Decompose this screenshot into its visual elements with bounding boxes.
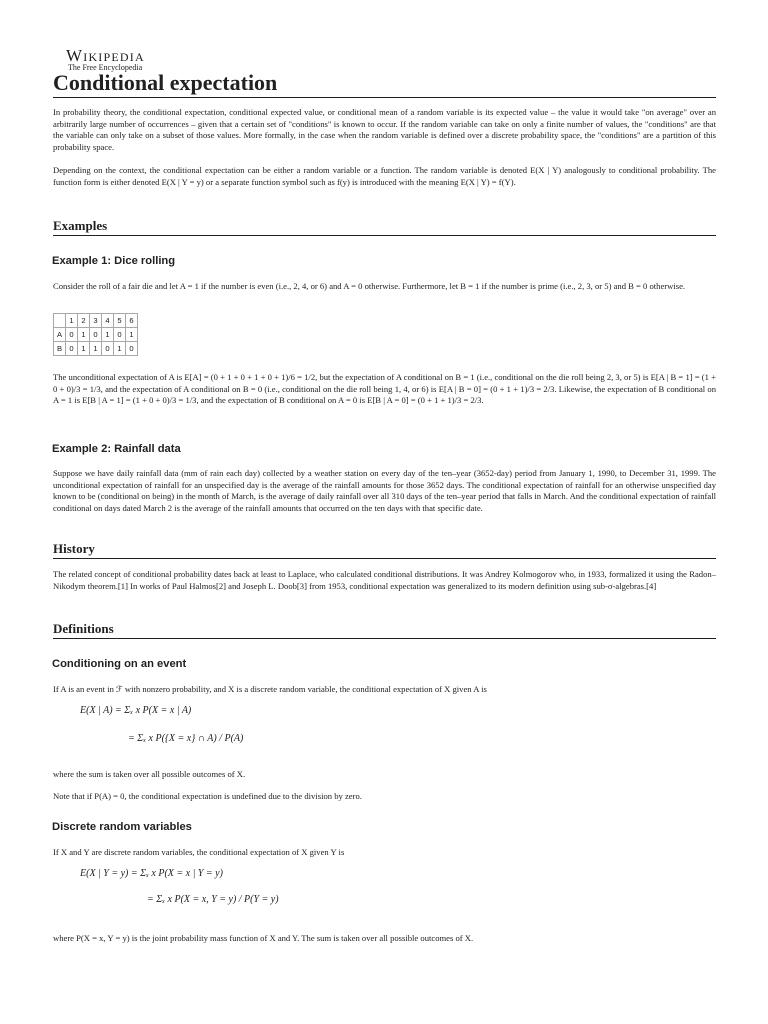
discrete-where-text: where P(X = x, Y = y) is the joint probability mass function of X and Y. The sum is taken over all possible outcomes of X.	[53, 933, 474, 943]
example-1-text-1: Consider the roll of a fair die and let A = 1 if the number is even (i.e., 2, 4, or 6) and A = 0 otherwise. Furthermore, let B = 1 if the number is prime (i.e., 2, 3, or 5) and B = 0 otherwise.	[53, 281, 686, 291]
intro-text-1: In probability theory, the conditional expectation, conditional expected value, or conditional mean of a random variable is its expected value – the value it would take "on average" over an arbitrarily large number of occurrences – given that a certain set of "conditions" is known to occur. If the random variable can take on only a finite number of values, the "conditions" are that the variable can only take on a subset of those values. More formally, in the case when the random variable is defined over a discrete probability space, the "conditions" are a partition of this probability space.	[53, 107, 716, 152]
dice-table-header-row	[54, 314, 138, 328]
example-2-text: Suppose we have daily rainfall data (mm of rain each day) collected by a weather station on every day of the ten–year (3652-day) period from January 1, 1990, to December 31, 1999. The unconditional expectation of rainfall for an unspecified day is the average of the rainfall amounts for those 3652 days. The conditional expectation of rainfall for an otherwise unspecified day known to be (conditional on being) in the month of March, is the average of daily rainfall over all 310 days of the ten–year period that falls in March. And the conditional expectation of rainfall conditional on days dated March 2 is the average of the rainfall amounts that occurred on the ten days with that specific date.	[53, 468, 716, 513]
event-where-text: where the sum is taken over all possible outcomes of X.	[53, 769, 246, 779]
table-cell: 1	[66, 314, 78, 328]
conditioning-on-event-heading: Conditioning on an event	[52, 658, 187, 670]
examples-divider	[53, 235, 716, 236]
table-cell: 4	[102, 314, 114, 328]
discrete-rv-heading: Discrete random variables	[52, 821, 192, 833]
example-1-heading: Example 1: Dice rolling	[52, 255, 176, 267]
title-divider	[53, 97, 716, 98]
example-1-text-2: The unconditional expectation of A is E[A] = (0 + 1 + 0 + 1 + 0 + 1)/6 = 1/2, but the expectation of A conditional on B = 1 (i.e., conditional on the die roll being 2, 3, or 5) is E[A | B = 1] = (1 + 0 + 0)/3 = 1/3, and the expectation of A conditional on B = 0 (i.e., conditional on the die roll being 1, 4, or 6) is E[A | B = 0] = (0 + 1 + 1)/3 = 2/3. Likewise, the expectation of B conditional on A = 1 is E[B | A = 1] = (1 + 0 + 0)/3 = 1/3, and the expectation of B conditional on A = 0 is E[B | A = 0] = (0 + 1 + 1)/3 = 2/3.	[53, 372, 716, 406]
table-cell: 0	[102, 342, 114, 356]
event-formula-line-2: = Σₓ x P({X = x} ∩ A) / P(A)	[128, 733, 244, 744]
table-cell: 0	[126, 342, 138, 356]
table-cell: 5	[114, 314, 126, 328]
table-cell: B	[54, 342, 66, 356]
table-cell: 3	[90, 314, 102, 328]
table-cell: 6	[126, 314, 138, 328]
history-paragraph	[53, 569, 716, 592]
definitions-divider	[53, 638, 716, 639]
page-title: Conditional expectation	[53, 70, 278, 95]
table-cell: 1	[90, 342, 102, 356]
wikipedia-wordmark[interactable]: Wikipedia	[66, 46, 145, 65]
table-cell: 0	[114, 328, 126, 342]
discrete-formula-line-1: E(X | Y = y) = Σₓ x P(X = x | Y = y)	[80, 868, 223, 879]
section-definitions-heading: Definitions	[53, 621, 114, 636]
history-text: The related concept of conditional probability dates back at least to Laplace, who calculated conditional distributions. It was Andrey Kolmogorov who, in 1933, formalized it using the Radon–Nikodym theorem.[1] In works of Paul Halmos[2] and Joseph L. Doob[3] from 1953, conditional expectation was generalized to its modern definition using sub-σ-algebras.[4]	[53, 569, 716, 591]
table-row	[54, 328, 138, 342]
discrete-intro-text: If X and Y are discrete random variables, the conditional expectation of X given Y is	[53, 847, 345, 857]
example-1-paragraph-2	[53, 372, 716, 407]
table-cell: 1	[78, 342, 90, 356]
discrete-intro-paragraph	[53, 847, 716, 859]
table-cell: 2	[78, 314, 90, 328]
table-cell: 0	[66, 328, 78, 342]
event-where-paragraph	[53, 769, 716, 781]
table-cell: 1	[78, 328, 90, 342]
discrete-formula-line-2: = Σₓ x P(X = x, Y = y) / P(Y = y)	[147, 894, 279, 905]
example-2-heading: Example 2: Rainfall data	[52, 443, 181, 455]
wikipedia-tagline: The Free Encyclopedia	[68, 63, 143, 72]
table-cell: 1	[126, 328, 138, 342]
section-examples-heading: Examples	[53, 218, 108, 233]
example-1-paragraph-1	[53, 281, 716, 293]
example-2-paragraph	[53, 468, 716, 514]
intro-text-2: Depending on the context, the conditional expectation can be either a random variable or a function. The random variable is denoted E(X | Y) analogously to conditional probability. The function form is either denoted E(X | Y = y) or a separate function symbol such as f(y) is introduced with the meaning E(X | Y) = f(Y).	[53, 165, 716, 187]
event-formula-line-1: E(X | A) = Σₓ x P(X = x | A)	[80, 705, 192, 716]
event-intro-text: If A is an event in ℱ with nonzero probability, and X is a discrete random variable, the conditional expectation of X given A is	[53, 684, 487, 694]
event-note-text: Note that if P(A) = 0, the conditional expectation is undefined due to the division by zero.	[53, 791, 362, 801]
table-cell: 1	[102, 328, 114, 342]
intro-paragraph-2	[53, 165, 716, 188]
table-row	[54, 342, 138, 356]
dice-table	[53, 313, 138, 356]
table-cell: A	[54, 328, 66, 342]
table-cell: 0	[90, 328, 102, 342]
event-note-paragraph	[53, 791, 716, 803]
section-history-heading: History	[53, 541, 95, 556]
table-cell: 1	[114, 342, 126, 356]
table-cell: 0	[66, 342, 78, 356]
intro-paragraph-1	[53, 107, 716, 153]
discrete-where-paragraph	[53, 933, 716, 945]
event-intro-paragraph	[53, 684, 716, 696]
history-divider	[53, 558, 716, 559]
table-cell	[54, 314, 66, 328]
